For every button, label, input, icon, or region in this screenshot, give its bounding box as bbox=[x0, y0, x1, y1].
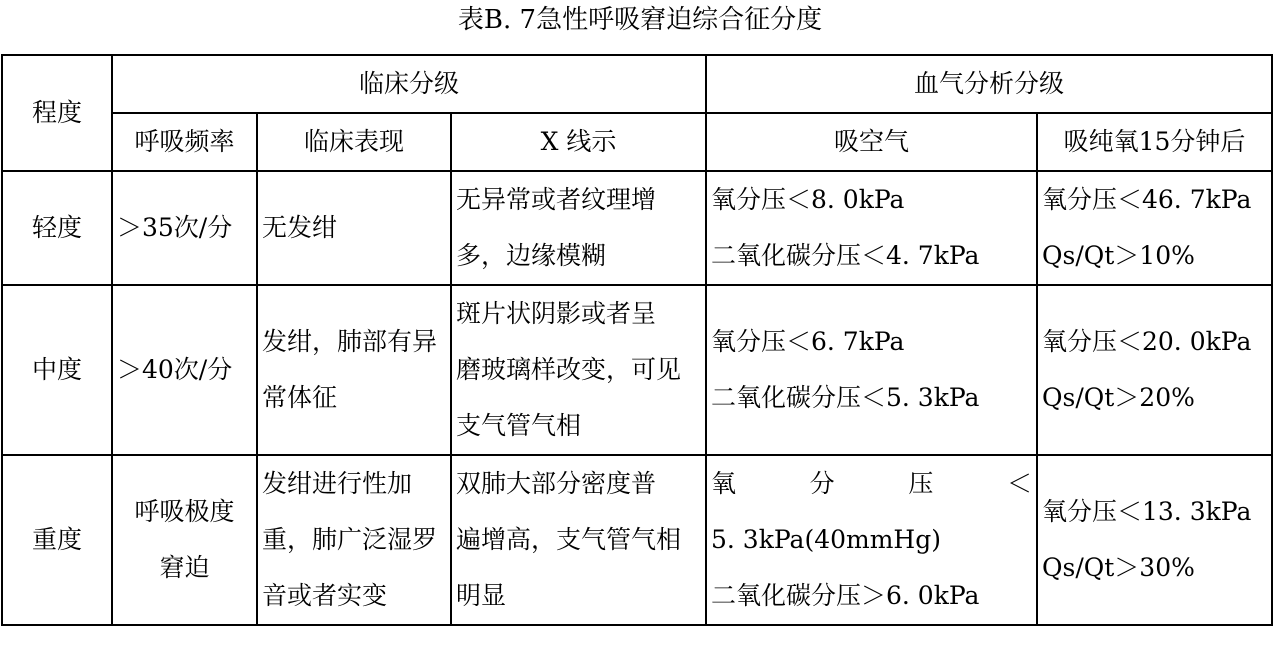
clinical-signs-cell bbox=[257, 455, 451, 625]
header-pure-oxygen: 吸纯氧15分钟后 bbox=[1037, 113, 1272, 171]
spread-segment: 分 bbox=[809, 469, 835, 498]
spread-segment: 压 bbox=[908, 469, 934, 498]
cell-line: 无发绀 bbox=[262, 213, 338, 242]
table-row-moderate bbox=[2, 285, 1272, 455]
cell-line: 发绀，肺部有异 bbox=[262, 327, 438, 356]
room-air-cell bbox=[706, 171, 1037, 285]
cell-line: 遍增高，支气管气相 bbox=[456, 525, 682, 554]
cell-line: Qs/Qt＞10% bbox=[1042, 241, 1195, 270]
cell-line: 双肺大部分密度普 bbox=[456, 469, 657, 498]
cell-line: 窘迫 bbox=[159, 553, 210, 582]
header-room-air: 吸空气 bbox=[706, 113, 1037, 171]
cell-line: 磨玻璃样改变，可见 bbox=[456, 355, 682, 384]
cell-line: 氧分压＜6. 7kPa bbox=[711, 327, 905, 356]
cell-line: 二氧化碳分压＞6. 0kPa bbox=[711, 581, 980, 610]
header-degree: 程度 bbox=[2, 55, 112, 171]
header-clinical-grading: 临床分级 bbox=[112, 55, 706, 113]
cell-line: Qs/Qt＞20% bbox=[1042, 383, 1195, 412]
clinical-signs-cell bbox=[257, 171, 451, 285]
cell-line: 重，肺广泛湿罗 bbox=[262, 525, 438, 554]
cell-line: 常体征 bbox=[262, 383, 338, 412]
degree-cell: 重度 bbox=[2, 455, 112, 625]
cell-line: 支气管气相 bbox=[456, 411, 582, 440]
cell-line: 氧分压＜8. 0kPa bbox=[711, 185, 905, 214]
cell-line: 氧分压＜20. 0kPa bbox=[1042, 327, 1252, 356]
cell-line: 二氧化碳分压＜4. 7kPa bbox=[711, 241, 980, 270]
cell-line: 氧分压＜46. 7kPa bbox=[1042, 185, 1252, 214]
header-clinical-signs: 临床表现 bbox=[257, 113, 451, 171]
header-blood-gas-grading: 血气分析分级 bbox=[706, 55, 1272, 113]
cell-line: 发绀进行性加 bbox=[262, 469, 413, 498]
xray-cell bbox=[451, 285, 706, 455]
table-title: 表B. 7急性呼吸窘迫综合征分度 bbox=[457, 5, 823, 35]
cell-line: 二氧化碳分压＜5. 3kPa bbox=[711, 383, 980, 412]
table-row-mild bbox=[2, 171, 1272, 285]
cell-line bbox=[711, 456, 1032, 512]
spread-segment: ＜ bbox=[1006, 469, 1032, 498]
pure-oxygen-cell bbox=[1037, 455, 1272, 625]
resp-rate-cell bbox=[112, 285, 257, 455]
xray-cell bbox=[451, 455, 706, 625]
table-row-severe bbox=[2, 455, 1272, 625]
spread-segment: 氧 bbox=[711, 469, 737, 498]
room-air-cell bbox=[706, 455, 1037, 625]
cell-line: ＞35次/分 bbox=[117, 213, 233, 242]
resp-rate-cell bbox=[112, 171, 257, 285]
cell-line: ＞40次/分 bbox=[117, 355, 233, 384]
resp-rate-cell bbox=[112, 455, 257, 625]
pure-oxygen-cell bbox=[1037, 285, 1272, 455]
room-air-cell bbox=[706, 285, 1037, 455]
cell-line: 氧分压＜13. 3kPa bbox=[1042, 497, 1252, 526]
header-resp-rate: 呼吸频率 bbox=[112, 113, 257, 171]
cell-line: Qs/Qt＞30% bbox=[1042, 553, 1195, 582]
cell-line: 音或者实变 bbox=[262, 581, 388, 610]
degree-cell: 中度 bbox=[2, 285, 112, 455]
ards-grading-table bbox=[1, 54, 1273, 626]
cell-line: 多，边缘模糊 bbox=[456, 241, 607, 270]
header-row-1 bbox=[2, 55, 1272, 113]
xray-cell bbox=[451, 171, 706, 285]
cell-line: 5. 3kPa(40mmHg) bbox=[711, 525, 941, 554]
header-xray: X 线示 bbox=[451, 113, 706, 171]
cell-line: 呼吸极度 bbox=[134, 497, 235, 526]
cell-line: 无异常或者纹理增 bbox=[456, 185, 657, 214]
degree-cell: 轻度 bbox=[2, 171, 112, 285]
header-row-2 bbox=[2, 113, 1272, 171]
cell-line: 斑片状阴影或者呈 bbox=[456, 299, 657, 328]
clinical-signs-cell bbox=[257, 285, 451, 455]
pure-oxygen-cell bbox=[1037, 171, 1272, 285]
cell-line: 明显 bbox=[456, 581, 507, 610]
